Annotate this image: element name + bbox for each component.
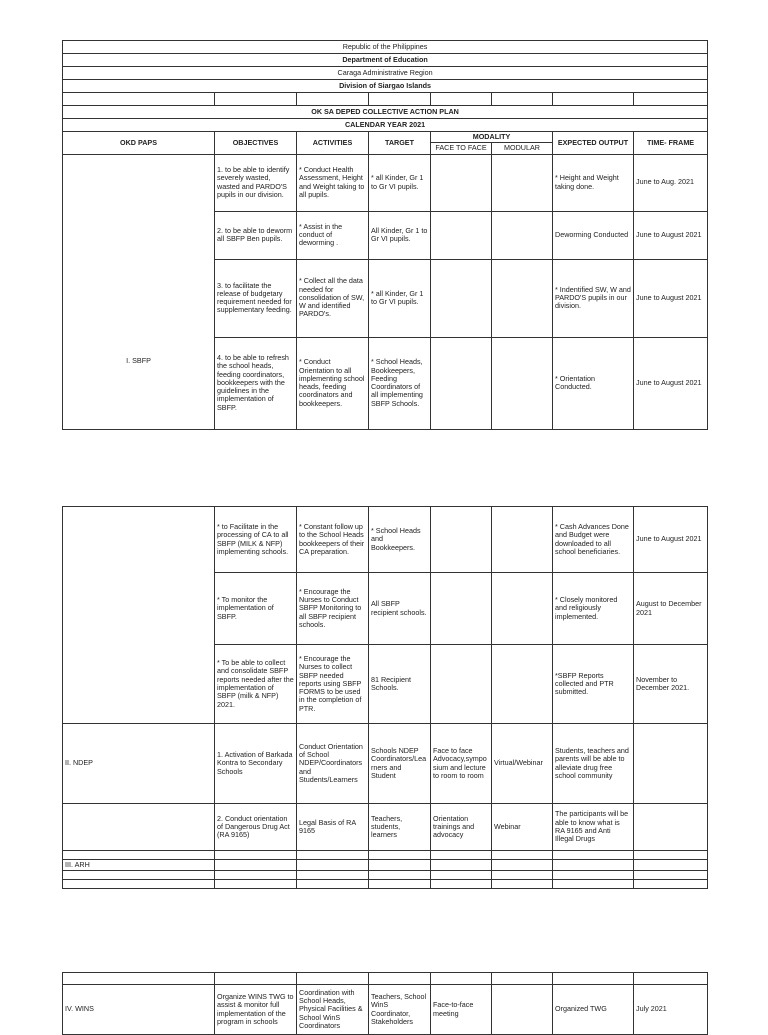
activity-cell: * Assist in the conduct of deworming . — [297, 211, 369, 259]
activity-cell: Conduct Orientation of School NDEP/Coordinators and Students/Learners — [297, 724, 369, 804]
action-plan-table-page-3 — [62, 972, 708, 1035]
time-cell: June to August 2021 — [634, 259, 708, 337]
objective-cell: 1. Activation of Barkada Kontra to Secondary Schools — [215, 724, 297, 804]
action-plan-table-page-2 — [62, 506, 708, 889]
f2f-cell — [431, 154, 492, 211]
col-header-activities: ACTIVITIES — [297, 132, 369, 155]
objective-cell: 3. to facilitate the release of budgetary requirement needed for supplementary feeding. — [215, 259, 297, 337]
time-cell: July 2021 — [634, 985, 708, 1035]
modular-cell — [492, 507, 553, 573]
col-header-objectives: OBJECTIVES — [215, 132, 297, 155]
output-cell: Students, teachers and parents will be able to alleviate drug free school community — [553, 724, 634, 804]
time-cell: November to December 2021. — [634, 645, 708, 724]
header-division: Division of Siargao Islands — [63, 80, 708, 93]
f2f-cell — [431, 211, 492, 259]
col-header-timeframe: TIME- FRAME — [634, 132, 708, 155]
action-plan-table-page-1 — [62, 40, 708, 430]
f2f-cell — [431, 507, 492, 573]
objective-cell: 2. to be able to deworm all SBFP Ben pupils. — [215, 211, 297, 259]
paps-arh: III. ARH — [63, 860, 215, 871]
activity-cell: * Encourage the Nurses to collect SBFP needed reports using SBFP FORMS to be used in the completion of PTR. — [297, 645, 369, 724]
objective-cell: 4. to be able to refresh the school heads, feeding coordinators, bookkeepers with the guidelines in the implementation of SBFP. — [215, 337, 297, 429]
col-header-paps: OKD PAPS — [63, 132, 215, 155]
table-row — [63, 860, 708, 871]
output-cell: * Height and Weight taking done. — [553, 154, 634, 211]
blank-row — [63, 871, 708, 880]
output-cell: * Cash Advances Done and Budget were downloaded to all school beneficiaries. — [553, 507, 634, 573]
activity-cell: * Conduct Orientation to all implementing school heads, feeding coordinators and bookkeepers. — [297, 337, 369, 429]
col-header-modality: MODALITY — [431, 132, 553, 143]
time-cell: June to Aug. 2021 — [634, 154, 708, 211]
f2f-cell: Face-to-face meeting — [431, 985, 492, 1035]
output-cell: *SBFP Reports collected and PTR submitted. — [553, 645, 634, 724]
activity-cell: * Collect all the data needed for consolidation of SW, W and identified PARDO's. — [297, 259, 369, 337]
f2f-cell — [431, 573, 492, 645]
output-cell: * Closely monitored and religiously implemented. — [553, 573, 634, 645]
target-cell: Schools NDEP Coordinators/Learners and Student — [369, 724, 431, 804]
time-cell: June to August 2021 — [634, 211, 708, 259]
target-cell: * all Kinder, Gr 1 to Gr VI pupils. — [369, 259, 431, 337]
plan-title: OK SA DEPED COLLECTIVE ACTION PLAN — [63, 106, 708, 119]
modular-cell: Virtual/Webinar — [492, 724, 553, 804]
output-cell: * Orientation Conducted. — [553, 337, 634, 429]
paps-wins: IV. WINS — [63, 985, 215, 1035]
time-cell — [634, 724, 708, 804]
activity-cell: Legal Basis of RA 9165 — [297, 804, 369, 851]
col-header-modular: MODULAR — [492, 143, 553, 154]
target-cell: Teachers, students, learners — [369, 804, 431, 851]
paps-ndep: II. NDEP — [63, 724, 215, 804]
header-region: Caraga Administrative Region — [63, 67, 708, 80]
output-cell: Organized TWG — [553, 985, 634, 1035]
target-cell: * School Heads and Bookkeepers. — [369, 507, 431, 573]
time-cell: August to December 2021 — [634, 573, 708, 645]
target-cell: * all Kinder, Gr 1 to Gr VI pupils. — [369, 154, 431, 211]
paps-empty — [63, 804, 215, 851]
table-row — [63, 507, 708, 573]
target-cell: Teachers, School WinS Coordinator, Stakeholders — [369, 985, 431, 1035]
calendar-year: CALENDAR YEAR 2021 — [63, 119, 708, 132]
target-cell: * School Heads, Bookkeepers, Feeding Coordinators of all implementing SBFP Schools. — [369, 337, 431, 429]
f2f-cell — [431, 645, 492, 724]
table-row — [63, 985, 708, 1035]
table-row — [63, 154, 708, 211]
modular-cell — [492, 154, 553, 211]
modular-cell — [492, 645, 553, 724]
column-header-row-1 — [63, 132, 708, 143]
f2f-cell: Orientation trainings and advocacy — [431, 804, 492, 851]
modular-cell — [492, 337, 553, 429]
table-row — [63, 724, 708, 804]
blank-row — [63, 973, 708, 985]
col-header-output: EXPECTED OUTPUT — [553, 132, 634, 155]
target-cell: All SBFP recipient schools. — [369, 573, 431, 645]
paps-sbfp-continued — [63, 507, 215, 724]
objective-cell: 2. Conduct orientation of Dangerous Drug Act (RA 9165) — [215, 804, 297, 851]
modular-cell — [492, 259, 553, 337]
f2f-cell: Face to face Advocacy,symposium and lecture to room to room — [431, 724, 492, 804]
blank-row — [63, 93, 708, 106]
activity-cell: * Encourage the Nurses to Conduct SBFP Monitoring to all SBFP recipient schools. — [297, 573, 369, 645]
table-row — [63, 804, 708, 851]
col-header-target: TARGET — [369, 132, 431, 155]
modular-cell — [492, 985, 553, 1035]
header-republic: Republic of the Philippines — [63, 41, 708, 54]
col-header-f2f: FACE TO FACE — [431, 143, 492, 154]
target-cell: 81 Recipient Schools. — [369, 645, 431, 724]
f2f-cell — [431, 259, 492, 337]
target-cell: All Kinder, Gr 1 to Gr VI pupils. — [369, 211, 431, 259]
output-cell: * Indentified SW, W and PARDO'S pupils in our division. — [553, 259, 634, 337]
output-cell: The participants will be able to know what is RA 9165 and Anti Illegal Drugs — [553, 804, 634, 851]
header-department: Department of Education — [63, 54, 708, 67]
output-cell: Deworming Conducted — [553, 211, 634, 259]
paps-sbfp: I. SBFP — [63, 154, 215, 429]
blank-row — [63, 851, 708, 860]
objective-cell: * to Facilitate in the processing of CA to all SBFP (MILK & NFP) implementing schools. — [215, 507, 297, 573]
objective-cell: Organize WINS TWG to assist & monitor full implementation of the program in schools — [215, 985, 297, 1035]
objective-cell: * To monitor the implementation of SBFP. — [215, 573, 297, 645]
activity-cell: * Conduct Health Assessment, Height and Weight taking to all pupils. — [297, 154, 369, 211]
objective-cell: * To be able to collect and consolidate SBFP reports needed after the implementation of SBFP (milk & NFP) 2021. — [215, 645, 297, 724]
time-cell — [634, 804, 708, 851]
objective-cell: 1. to be able to identify severely wasted, wasted and PARDO'S pupils in our division. — [215, 154, 297, 211]
f2f-cell — [431, 337, 492, 429]
blank-row — [63, 880, 708, 889]
time-cell: June to August 2021 — [634, 337, 708, 429]
time-cell: June to August 2021 — [634, 507, 708, 573]
activity-cell: Coordination with School Heads, Physical Facilities & School WinS Coordinators — [297, 985, 369, 1035]
modular-cell: Webinar — [492, 804, 553, 851]
activity-cell: * Constant follow up to the School Heads bookkeepers of their CA preparation. — [297, 507, 369, 573]
modular-cell — [492, 573, 553, 645]
modular-cell — [492, 211, 553, 259]
